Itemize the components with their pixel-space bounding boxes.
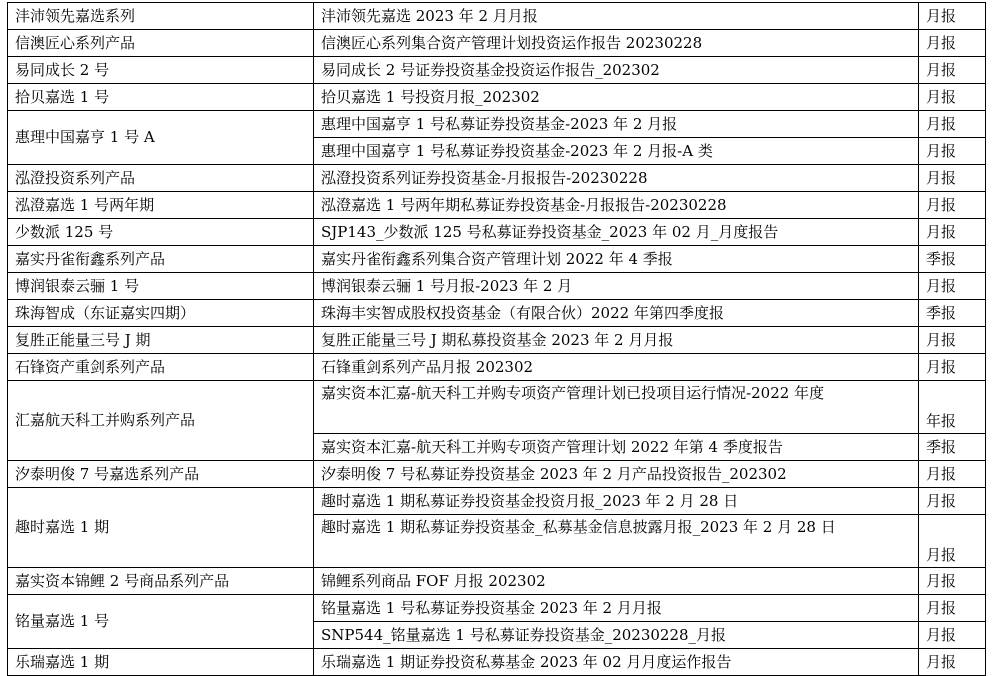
report-title-cell: 易同成长 2 号证券投资基金投资运作报告_202302	[314, 57, 919, 84]
report-type-cell: 月报	[919, 30, 986, 57]
report-type-cell: 年报	[919, 381, 986, 434]
product-name-cell: 少数派 125 号	[8, 219, 314, 246]
product-name-cell: 沣沛领先嘉选系列	[8, 3, 314, 30]
report-type-cell: 月报	[919, 488, 986, 515]
report-title-cell: SJP143_少数派 125 号私募证券投资基金_2023 年 02 月_月度报告	[314, 219, 919, 246]
product-name-cell: 泓澄投资系列产品	[8, 165, 314, 192]
report-title-cell: 锦鲤系列商品 FOF 月报 202302	[314, 568, 919, 595]
table-row	[8, 246, 986, 273]
table-row	[8, 649, 986, 676]
report-type-cell: 月报	[919, 595, 986, 622]
table-row	[8, 165, 986, 192]
table-row	[8, 595, 986, 622]
product-name-cell: 信澳匠心系列产品	[8, 30, 314, 57]
report-type-cell: 月报	[919, 568, 986, 595]
table-row	[8, 57, 986, 84]
table-row	[8, 381, 986, 434]
product-name-cell: 嘉实资本锦鲤 2 号商品系列产品	[8, 568, 314, 595]
report-title-cell: 铭量嘉选 1 号私募证券投资基金 2023 年 2 月月报	[314, 595, 919, 622]
product-name-cell: 拾贝嘉选 1 号	[8, 84, 314, 111]
report-type-cell: 月报	[919, 192, 986, 219]
report-type-cell: 月报	[919, 3, 986, 30]
report-title-cell: 嘉实资本汇嘉-航天科工并购专项资产管理计划已投项目运行情况-2022 年度	[314, 381, 919, 434]
product-name-cell: 珠海智成（东证嘉实四期）	[8, 300, 314, 327]
report-type-cell: 月报	[919, 138, 986, 165]
report-title-cell: 信澳匠心系列集合资产管理计划投资运作报告 20230228	[314, 30, 919, 57]
table-row	[8, 488, 986, 515]
product-name-cell: 博润银泰云骊 1 号	[8, 273, 314, 300]
report-title-cell: 趣时嘉选 1 期私募证券投资基金_私募基金信息披露月报_2023 年 2 月 28 日	[314, 515, 919, 568]
report-type-cell: 月报	[919, 515, 986, 568]
table-row	[8, 568, 986, 595]
report-title-cell: 惠理中国嘉亨 1 号私募证券投资基金-2023 年 2 月报	[314, 111, 919, 138]
report-title-cell: SNP544_铭量嘉选 1 号私募证券投资基金_20230228_月报	[314, 622, 919, 649]
report-title-cell: 汐泰明俊 7 号私募证券投资基金 2023 年 2 月产品投资报告_202302	[314, 461, 919, 488]
report-type-cell: 月报	[919, 165, 986, 192]
report-type-cell: 月报	[919, 461, 986, 488]
product-name-cell: 泓澄嘉选 1 号两年期	[8, 192, 314, 219]
report-title-cell: 惠理中国嘉亨 1 号私募证券投资基金-2023 年 2 月报-A 类	[314, 138, 919, 165]
report-type-cell: 月报	[919, 327, 986, 354]
report-title-cell: 泓澄投资系列证券投资基金-月报报告-20230228	[314, 165, 919, 192]
report-type-cell: 季报	[919, 300, 986, 327]
report-title-cell: 趣时嘉选 1 期私募证券投资基金投资月报_2023 年 2 月 28 日	[314, 488, 919, 515]
report-type-cell: 月报	[919, 649, 986, 676]
product-name-cell: 复胜正能量三号 J 期	[8, 327, 314, 354]
report-title-cell: 嘉实资本汇嘉-航天科工并购专项资产管理计划 2022 年第 4 季度报告	[314, 434, 919, 461]
report-type-cell: 月报	[919, 354, 986, 381]
product-name-cell: 汇嘉航天科工并购系列产品	[8, 381, 314, 461]
table-row	[8, 327, 986, 354]
report-title-cell: 嘉实丹雀衔鑫系列集合资产管理计划 2022 年 4 季报	[314, 246, 919, 273]
product-name-cell: 易同成长 2 号	[8, 57, 314, 84]
report-table-body	[8, 3, 986, 676]
report-type-cell: 月报	[919, 219, 986, 246]
report-title-cell: 博润银泰云骊 1 号月报-2023 年 2 月	[314, 273, 919, 300]
report-title-cell: 沣沛领先嘉选 2023 年 2 月月报	[314, 3, 919, 30]
report-title-cell: 乐瑞嘉选 1 期证券投资私募基金 2023 年 02 月月度运作报告	[314, 649, 919, 676]
product-name-cell: 汐泰明俊 7 号嘉选系列产品	[8, 461, 314, 488]
report-title-cell: 拾贝嘉选 1 号投资月报_202302	[314, 84, 919, 111]
report-type-cell: 月报	[919, 84, 986, 111]
product-name-cell: 石锋资产重剑系列产品	[8, 354, 314, 381]
report-title-cell: 泓澄嘉选 1 号两年期私募证券投资基金-月报报告-20230228	[314, 192, 919, 219]
report-table	[7, 2, 986, 676]
table-row	[8, 30, 986, 57]
report-type-cell: 月报	[919, 273, 986, 300]
report-type-cell: 季报	[919, 246, 986, 273]
table-row	[8, 84, 986, 111]
report-title-cell: 珠海丰实智成股权投资基金（有限合伙）2022 年第四季度报	[314, 300, 919, 327]
product-name-cell: 嘉实丹雀衔鑫系列产品	[8, 246, 314, 273]
report-title-cell: 石锋重剑系列产品月报 202302	[314, 354, 919, 381]
table-row	[8, 461, 986, 488]
report-type-cell: 月报	[919, 622, 986, 649]
table-row	[8, 273, 986, 300]
table-row	[8, 300, 986, 327]
table-row	[8, 111, 986, 138]
product-name-cell: 惠理中国嘉亨 1 号 A	[8, 111, 314, 165]
report-type-cell: 月报	[919, 111, 986, 138]
product-name-cell: 乐瑞嘉选 1 期	[8, 649, 314, 676]
table-row	[8, 3, 986, 30]
table-row	[8, 354, 986, 381]
table-row	[8, 219, 986, 246]
product-name-cell: 铭量嘉选 1 号	[8, 595, 314, 649]
table-row	[8, 192, 986, 219]
report-type-cell: 季报	[919, 434, 986, 461]
report-type-cell: 月报	[919, 57, 986, 84]
product-name-cell: 趣时嘉选 1 期	[8, 488, 314, 568]
report-title-cell: 复胜正能量三号 J 期私募投资基金 2023 年 2 月月报	[314, 327, 919, 354]
